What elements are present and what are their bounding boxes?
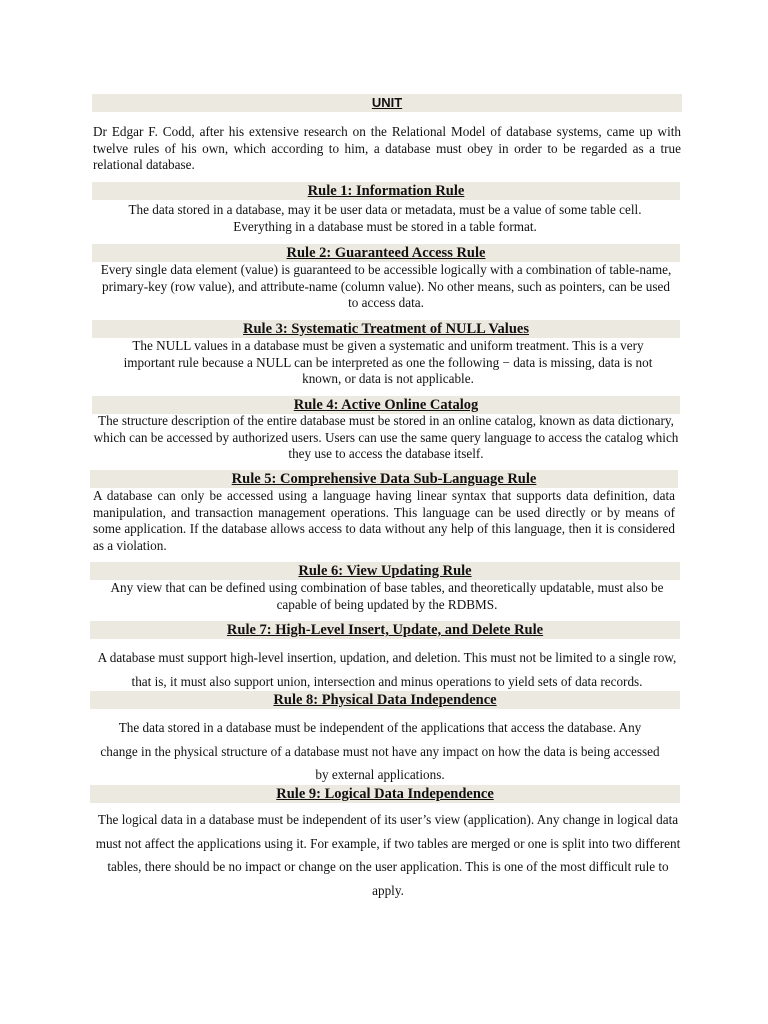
rule-2-text: Every single data element (value) is guaranteed to be accessible logically with a combination of table-name, primary-key (row value), and attribute-name (column value). No other means, such as pointers, can be used to access data. <box>100 262 672 310</box>
rule-8-heading: Rule 8: Physical Data Independence <box>90 691 680 709</box>
rule-3-text: The NULL values in a database must be given a systematic and uniform treatment. This is a very important rule because a NULL can be interpreted as one the following − data is missing, data is not known, or data is not applicable. <box>123 338 653 386</box>
rule-7-heading: Rule 7: High-Level Insert, Update, and Delete Rule <box>90 621 680 639</box>
unit-title: UNIT <box>371 95 403 110</box>
intro-paragraph: Dr Edgar F. Codd, after his extensive research on the Relational Model of database systems, came up with twelve rules of his own, which according to him, a database must obey in order to be regarded as a true relational database. <box>93 124 681 172</box>
rule-6-heading: Rule 6: View Updating Rule <box>90 562 680 580</box>
rule-5-text: A database can only be accessed using a language having linear syntax that supports data definition, data manipulation, and transaction management operations. This language can be used directly or by means of some application. If the database allows access to data without any help of this language, then it is considered as a violation. <box>93 488 675 553</box>
rule-7-text: A database must support high-level insertion, updation, and deletion. This must not be limited to a single row, that is, it must also support union, intersection and minus operations to yield sets of data records. <box>97 650 677 689</box>
rule-1-heading: Rule 1: Information Rule <box>92 182 680 200</box>
rule-9-heading: Rule 9: Logical Data Independence <box>90 785 680 803</box>
rule-2-heading: Rule 2: Guaranteed Access Rule <box>92 244 680 262</box>
unit-heading <box>92 94 682 112</box>
rule-9-text: The logical data in a database must be independent of its user’s view (application). Any change in logical data must not affect the applications using it. For example, if two tables are merged or one is split into two different tables, there should be no impact or change on the user application. This is one of the most difficult rule to apply. <box>95 812 681 898</box>
rule-6-text: Any view that can be defined using combination of base tables, and theoretically updatable, must also be capable of being updated by the RDBMS. <box>110 580 664 612</box>
rule-3-heading: Rule 3: Systematic Treatment of NULL Values <box>92 320 680 338</box>
rule-8-text: The data stored in a database must be independent of the applications that access the database. Any change in the physical structure of a database must not have any impact on how the data is being accessed by external applications. <box>100 720 660 782</box>
rule-1-text: The data stored in a database, may it be user data or metadata, must be a value of some table cell. Everything in a database must be stored in a table format. <box>128 202 642 234</box>
rule-4-heading: Rule 4: Active Online Catalog <box>92 396 680 414</box>
rule-5-heading: Rule 5: Comprehensive Data Sub-Language Rule <box>90 470 678 488</box>
rule-4-text: The structure description of the entire database must be stored in an online catalog, known as data dictionary, which can be accessed by authorized users. Users can use the same query language to access the catalog which they use to access the database itself. <box>93 413 679 461</box>
